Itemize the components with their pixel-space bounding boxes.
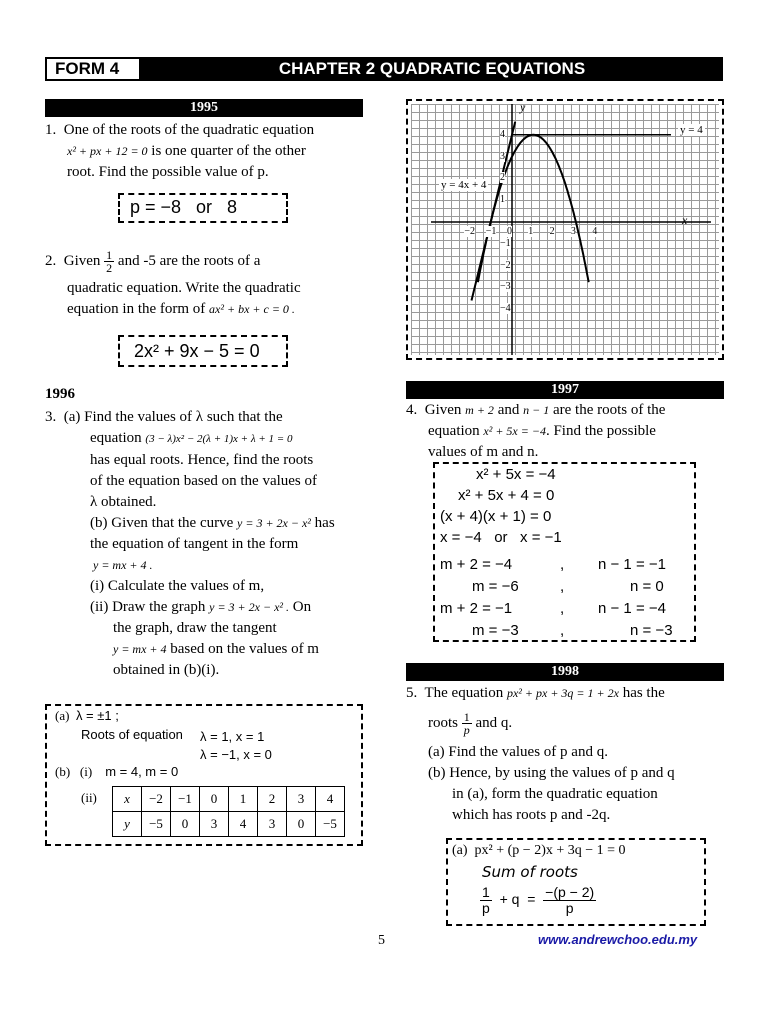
table-cell: 1 — [229, 787, 258, 812]
q3-ans-roots-label: Roots of equation — [81, 727, 183, 742]
question-4 — [406, 400, 736, 463]
table-cell: 3 — [258, 812, 287, 837]
q5-ans-mid: + q = — [499, 891, 536, 908]
form-label: FORM 4 — [55, 59, 120, 78]
q2-form: ax² + bx + c = 0 . — [209, 302, 295, 316]
graph-y-tick: 3 — [500, 150, 505, 162]
year-bar-1998: 1998 — [406, 663, 724, 681]
q5-line1a: The equation — [424, 685, 504, 701]
table-cell: 3 — [287, 787, 316, 812]
q4-ans-m: m = −3 — [472, 622, 519, 639]
question-1 — [45, 120, 375, 183]
table-cell: x — [113, 787, 142, 812]
q5-frac-num: 1 — [463, 710, 470, 725]
q4-ans-n: n − 1 = −4 — [598, 600, 666, 617]
q3-ii3: based on the values of m — [170, 641, 319, 657]
q3-ii1-equation: y = 3 + 2x − x² . — [209, 600, 289, 614]
graph-y-axis-label: y — [520, 100, 526, 114]
q4-given: Given — [424, 402, 462, 418]
q3-ans-b-label: (b) — [55, 764, 71, 779]
chapter-title: CHAPTER 2 QUADRATIC EQUATIONS — [278, 59, 586, 78]
q3-ii2: the graph, draw the tangent — [113, 620, 277, 636]
q5-equation: px² + px + 3q = 1 + 2x — [506, 686, 619, 700]
q3-ans-bi-value: m = 4, m = 0 — [105, 764, 179, 779]
q4-ans-comma: , — [560, 600, 565, 617]
q3-a2: equation — [90, 430, 142, 446]
q4-ans-l4: x = −4 or x = −1 — [440, 529, 562, 546]
q5-ans-f1-den: p — [482, 900, 490, 916]
q4-ans-m: m = −6 — [472, 578, 519, 595]
graph-y-tick: 1 — [500, 194, 505, 206]
q4-ans-comma: , — [560, 622, 565, 639]
graph-x-tick: 2 — [549, 226, 555, 237]
q3-ii4: obtained in (b)(i). — [113, 662, 220, 678]
q4-line3: values of m and n. — [428, 444, 539, 460]
q1-line2: is one quarter of the other — [151, 143, 306, 159]
graph-y-tick: −2 — [500, 259, 511, 271]
year-bar-1995: 1995 — [45, 99, 363, 117]
table-cell: y — [113, 812, 142, 837]
q3-a5: λ obtained. — [90, 494, 157, 510]
graph-svg — [411, 104, 719, 355]
table-cell: 3 — [200, 812, 229, 837]
q5-b1: (b) Hence, by using the values of p and q — [428, 765, 675, 781]
q2-line2: quadratic equation. Write the quadratic — [67, 280, 301, 296]
q3-b1: (b) Given that the curve — [90, 515, 234, 531]
q1-line1: One of the roots of the quadratic equation — [63, 122, 315, 138]
table-cell: −2 — [142, 787, 171, 812]
q2-frac-den: 2 — [106, 261, 113, 276]
q5-b3: which has roots p and -2q. — [452, 807, 611, 823]
q2-number: 2. — [45, 253, 57, 269]
q4-ans-n: n = 0 — [630, 578, 664, 595]
graph-y-tick: −1 — [500, 237, 511, 249]
q5-b2: in (a), form the quadratic equation — [452, 786, 658, 802]
graph-y-tick: 2 — [500, 172, 505, 184]
q3-ans-root1: λ = 1, x = 1 — [200, 729, 265, 744]
q5-a: (a) Find the values of p and q. — [428, 744, 608, 760]
q5-ans-f2-den: p — [565, 900, 574, 916]
question-5 — [406, 683, 736, 826]
q5-and-q: and q. — [475, 715, 513, 731]
q3-b1-end: has — [314, 515, 335, 531]
q4-and: and — [497, 402, 520, 418]
table-cell: 0 — [171, 812, 200, 837]
q5-ans-f1-num: 1 — [482, 884, 490, 900]
q3-b3: y = mx + 4 . — [93, 558, 153, 572]
q3-i: (i) Calculate the values of m, — [90, 578, 265, 594]
question-2 — [45, 244, 375, 320]
graph-y-tick: −3 — [500, 281, 511, 293]
year-heading-1996: 1996 — [45, 386, 75, 402]
q4-ans-comma: , — [560, 556, 565, 573]
page-number: 5 — [378, 933, 385, 948]
q4-ans-n: n = −3 — [630, 622, 673, 639]
q4-ans-l2: x² + 5x + 4 = 0 — [458, 487, 555, 504]
q2-answer: 2x² + 9x − 5 = 0 — [134, 341, 260, 361]
graph-label-tangent: y = 4x + 4 — [441, 179, 487, 191]
q5-frac-den: p — [463, 723, 470, 738]
q4-number: 4. — [406, 402, 418, 418]
q4-line2b: . Find the possible — [545, 423, 656, 439]
q5-ans-f2-num: −(p − 2) — [545, 884, 595, 900]
q4-ans-comma: , — [560, 578, 565, 595]
q4-line1b: are the roots of the — [552, 402, 666, 418]
q5-ans-frac1 — [480, 885, 492, 916]
q3-ans-root2: λ = −1, x = 0 — [200, 747, 272, 762]
q3-values-table — [112, 786, 345, 837]
graph-y-tick: 4 — [500, 128, 505, 140]
table-cell: 0 — [287, 812, 316, 837]
graph-x-tick: 0 — [507, 226, 512, 237]
q3-ans-bi-label: (i) — [79, 764, 93, 779]
q4-ans-m: m + 2 = −4 — [440, 556, 513, 573]
q3-b2: the equation of tangent in the form — [90, 536, 299, 552]
q4-ans-l3: (x + 4)(x + 1) = 0 — [440, 508, 552, 525]
q3-number: 3. — [45, 409, 57, 425]
table-row — [113, 787, 345, 812]
q4-root1: m + 2 — [465, 403, 494, 417]
q3-a2-equation: (3 − λ)x² − 2(λ + 1)x + λ + 1 = 0 — [145, 433, 293, 445]
q2-given: Given — [63, 253, 101, 269]
q2-fraction — [104, 249, 114, 274]
q1-number: 1. — [45, 122, 57, 138]
table-cell: 2 — [258, 787, 287, 812]
q2-line3: equation in the form of — [67, 301, 206, 317]
q5-line1b: has the — [622, 685, 665, 701]
q3-a1: (a) Find the values of λ such that the — [63, 409, 283, 425]
q3-a4: of the equation based on the values of — [90, 473, 318, 489]
table-cell: 4 — [229, 812, 258, 837]
q4-line2a: equation — [428, 423, 480, 439]
graph-tangent-line — [472, 122, 516, 301]
graph-x-tick: 3 — [570, 226, 576, 237]
q3-ii1: (ii) Draw the graph — [90, 599, 206, 615]
q3-ii3-equation: y = mx + 4 — [113, 642, 167, 656]
year-bar-1997: 1997 — [406, 381, 724, 399]
graph-x-tick: 1 — [528, 226, 534, 237]
table-cell: −5 — [316, 812, 345, 837]
q3-ans-bii-label: (ii) — [81, 790, 97, 805]
q3-ans-a-value: λ = ±1 ; — [75, 708, 119, 723]
graph-x-tick: 4 — [592, 226, 598, 237]
q3-b1-equation: y = 3 + 2x − x² — [237, 516, 311, 530]
q5-ans-frac2 — [543, 885, 596, 916]
graph-x-axis-label: x — [682, 213, 688, 227]
graph-label-y4: y = 4 — [680, 124, 703, 136]
graph-x-tick: −1 — [485, 226, 497, 237]
question-3 — [45, 407, 375, 681]
q5-number: 5. — [406, 685, 418, 701]
table-cell: 0 — [200, 787, 229, 812]
footer-url[interactable]: www.andrewchoo.edu.my — [538, 932, 698, 947]
table-cell: −5 — [142, 812, 171, 837]
q1-equation: x² + px + 12 = 0 — [67, 144, 148, 158]
q3-ans-a-label: (a) — [55, 708, 70, 723]
q5-roots: roots — [428, 715, 458, 731]
q4-ans-m: m + 2 = −1 — [440, 600, 513, 617]
q1-line3: root. Find the possible value of p. — [67, 164, 269, 180]
graph-x-tick: −2 — [464, 226, 476, 237]
q1-answer: p = −8 or 8 — [130, 197, 238, 217]
q2-frac-num: 1 — [106, 248, 113, 263]
q4-equation: x² + 5x = −4 — [483, 424, 546, 438]
q5-ans-l1: (a) px² + (p − 2)x + 3q − 1 = 0 — [452, 843, 626, 858]
q5-fraction — [462, 711, 472, 736]
graph-y-tick: −4 — [500, 303, 511, 315]
q3-ii1-end: On — [292, 599, 312, 615]
table-cell: −1 — [171, 787, 200, 812]
q5-ans-sum-label: Sum of roots — [482, 863, 578, 881]
q4-ans-n: n − 1 = −1 — [598, 556, 666, 573]
q4-ans-l1: x² + 5x = −4 — [476, 466, 556, 483]
q2-line1: and -5 are the roots of a — [117, 253, 261, 269]
q4-root2: n − 1 — [523, 403, 550, 417]
table-row — [113, 812, 345, 837]
q3-a3: has equal roots. Hence, find the roots — [90, 452, 314, 468]
table-cell: 4 — [316, 787, 345, 812]
